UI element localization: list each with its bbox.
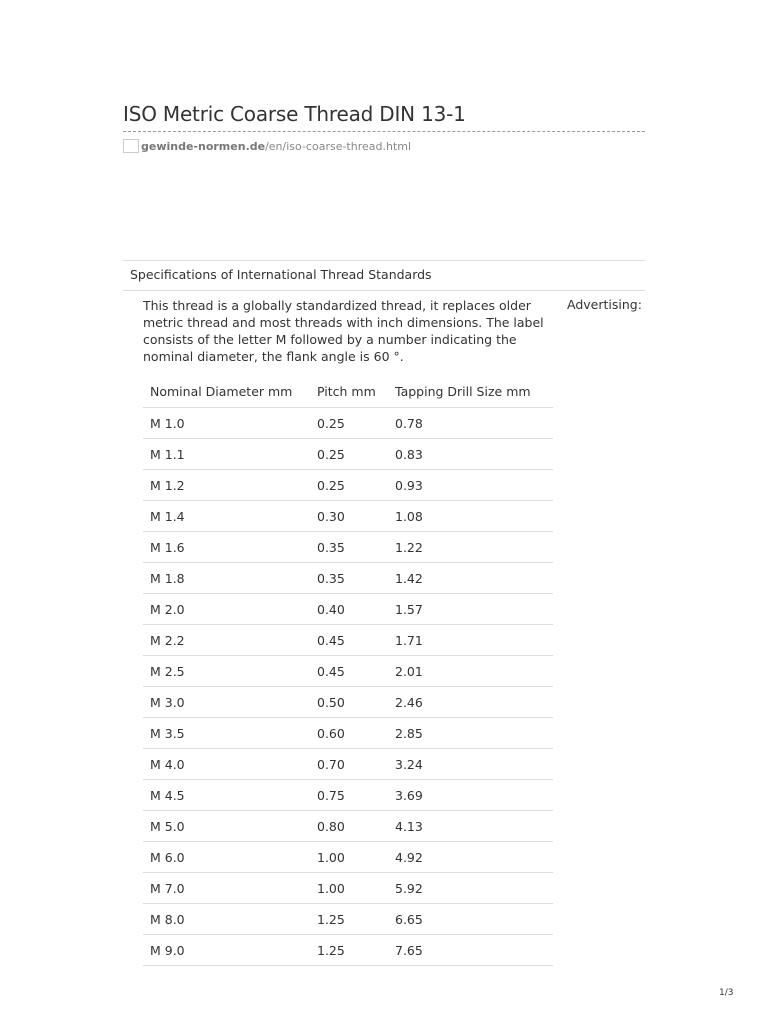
table-row xyxy=(143,718,553,749)
cell-nominal-diameter: M 6.0 xyxy=(143,842,310,873)
cell-pitch: 0.35 xyxy=(310,563,388,594)
cell-tapping-drill-size: 3.69 xyxy=(388,780,553,811)
cell-nominal-diameter: M 4.0 xyxy=(143,749,310,780)
cell-nominal-diameter: M 4.5 xyxy=(143,780,310,811)
cell-tapping-drill-size: 0.83 xyxy=(388,439,553,470)
cell-nominal-diameter: M 8.0 xyxy=(143,904,310,935)
cell-tapping-drill-size: 0.93 xyxy=(388,470,553,501)
cell-pitch: 0.70 xyxy=(310,749,388,780)
cell-tapping-drill-size: 5.92 xyxy=(388,873,553,904)
column-header-pitch: Pitch mm xyxy=(310,376,388,408)
cell-pitch: 1.00 xyxy=(310,842,388,873)
table-row xyxy=(143,625,553,656)
cell-pitch: 0.40 xyxy=(310,594,388,625)
table-row xyxy=(143,594,553,625)
table-row xyxy=(143,656,553,687)
page-number: 1/3 xyxy=(719,988,734,998)
table-row xyxy=(143,408,553,439)
cell-pitch: 0.45 xyxy=(310,656,388,687)
cell-pitch: 0.25 xyxy=(310,470,388,501)
table-row xyxy=(143,873,553,904)
cell-nominal-diameter: M 1.8 xyxy=(143,563,310,594)
cell-nominal-diameter: M 1.1 xyxy=(143,439,310,470)
table-row xyxy=(143,563,553,594)
section-divider-bottom xyxy=(123,290,645,291)
table-row xyxy=(143,501,553,532)
cell-pitch: 1.25 xyxy=(310,935,388,966)
cell-nominal-diameter: M 2.5 xyxy=(143,656,310,687)
source-domain: gewinde-normen.de xyxy=(141,139,266,153)
column-header-tapping-drill-size: Tapping Drill Size mm xyxy=(388,376,553,408)
cell-nominal-diameter: M 3.5 xyxy=(143,718,310,749)
cell-tapping-drill-size: 4.92 xyxy=(388,842,553,873)
cell-nominal-diameter: M 7.0 xyxy=(143,873,310,904)
cell-pitch: 1.00 xyxy=(310,873,388,904)
cell-pitch: 0.80 xyxy=(310,811,388,842)
cell-tapping-drill-size: 1.71 xyxy=(388,625,553,656)
cell-pitch: 0.45 xyxy=(310,625,388,656)
cell-nominal-diameter: M 2.0 xyxy=(143,594,310,625)
cell-pitch: 1.25 xyxy=(310,904,388,935)
table-row xyxy=(143,749,553,780)
cell-pitch: 0.25 xyxy=(310,408,388,439)
table-row xyxy=(143,687,553,718)
cell-pitch: 0.30 xyxy=(310,501,388,532)
page-title: ISO Metric Coarse Thread DIN 13-1 xyxy=(123,102,466,126)
cell-pitch: 0.50 xyxy=(310,687,388,718)
cell-nominal-diameter: M 1.0 xyxy=(143,408,310,439)
cell-tapping-drill-size: 6.65 xyxy=(388,904,553,935)
source-url[interactable] xyxy=(141,140,411,153)
column-header-nominal-diameter: Nominal Diameter mm xyxy=(143,376,310,408)
cell-tapping-drill-size: 3.24 xyxy=(388,749,553,780)
advertising-label: Advertising: xyxy=(567,297,642,312)
cell-tapping-drill-size: 1.08 xyxy=(388,501,553,532)
cell-nominal-diameter: M 9.0 xyxy=(143,935,310,966)
cell-pitch: 0.25 xyxy=(310,439,388,470)
section-heading: Specifications of International Thread Standards xyxy=(130,267,432,282)
cell-tapping-drill-size: 4.13 xyxy=(388,811,553,842)
intro-paragraph: This thread is a globally standardized thread, it replaces older metric thread and most threads with inch dimensions. The label consists of the letter M followed by a number indicating the nominal diameter, the flank angle is 60 °. xyxy=(143,298,544,364)
cell-nominal-diameter: M 5.0 xyxy=(143,811,310,842)
table-row xyxy=(143,811,553,842)
cell-tapping-drill-size: 2.46 xyxy=(388,687,553,718)
table-row xyxy=(143,935,553,966)
favicon-icon xyxy=(123,139,139,153)
cell-nominal-diameter: M 3.0 xyxy=(143,687,310,718)
table-row xyxy=(143,532,553,563)
table-row xyxy=(143,470,553,501)
cell-tapping-drill-size: 2.85 xyxy=(388,718,553,749)
cell-nominal-diameter: M 2.2 xyxy=(143,625,310,656)
title-divider xyxy=(123,131,645,132)
cell-pitch: 0.60 xyxy=(310,718,388,749)
table-row xyxy=(143,439,553,470)
cell-pitch: 0.75 xyxy=(310,780,388,811)
cell-pitch: 0.35 xyxy=(310,532,388,563)
thread-table xyxy=(143,376,553,966)
table-row xyxy=(143,842,553,873)
cell-tapping-drill-size: 1.57 xyxy=(388,594,553,625)
cell-tapping-drill-size: 1.42 xyxy=(388,563,553,594)
table-header-row xyxy=(143,376,553,408)
table-row xyxy=(143,780,553,811)
cell-tapping-drill-size: 0.78 xyxy=(388,408,553,439)
section-divider-top xyxy=(123,260,645,261)
cell-tapping-drill-size: 1.22 xyxy=(388,532,553,563)
table-row xyxy=(143,904,553,935)
cell-nominal-diameter: M 1.2 xyxy=(143,470,310,501)
source-path: /en/iso-coarse-thread.html xyxy=(265,139,412,153)
cell-tapping-drill-size: 7.65 xyxy=(388,935,553,966)
cell-nominal-diameter: M 1.6 xyxy=(143,532,310,563)
cell-nominal-diameter: M 1.4 xyxy=(143,501,310,532)
cell-tapping-drill-size: 2.01 xyxy=(388,656,553,687)
source-link[interactable] xyxy=(123,138,411,154)
